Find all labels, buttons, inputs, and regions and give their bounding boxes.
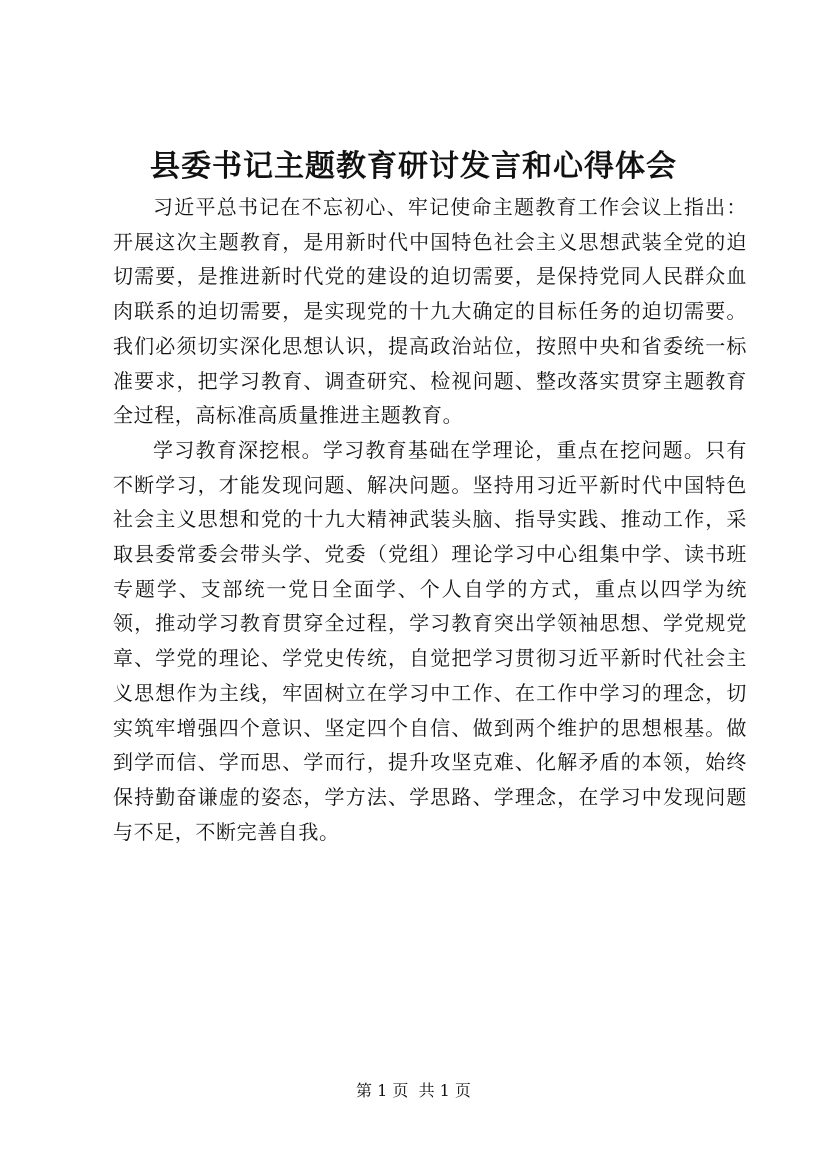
document-body — [113, 190, 747, 849]
paragraph-intro: 习近平总书记在不忘初心、牢记使命主题教育工作会议上指出：开展这次主题教育，是用新时代中国特色社会主义思想武装全党的迫切需要，是推进新时代党的建设的迫切需要，是保持党同人民群众血肉联系的迫切需要，是实现党的十九大确定的目标任务的迫切需要。我们必须切实深化思想认识，提高政治站位，按照中央和省委统一标准要求，把学习教育、调查研究、检视问题、整改落实贯穿主题教育全过程，高标准高质量推进主题教育。 — [113, 195, 747, 428]
page-number: 第 1 页 共 1 页 — [356, 1081, 471, 1100]
paragraph-study-education: 学习教育深挖根。学习教育基础在学理论，重点在挖问题。只有不断学习，才能发现问题、解决问题。坚持用习近平新时代中国特色社会主义思想和党的十九大精神武装头脑、指导实践、推动工作，采取县委常委会带头学、党委（党组）理论学习中心组集中学、读书班专题学、支部统一党日全面学、个人自学的方式，重点以四学为统领，推动学习教育贯穿全过程，学习教育突出学领袖思想、学党规党章、学党的理论、学党史传统，自觉把学习贯彻习近平新时代社会主义思想作为主线，牢固树立在学习中工作、在工作中学习的理念，切实筑牢增强四个意识、坚定四个自信、做到两个维护的思想根基。做到学而信、学而思、学而行，提升攻坚克难、化解矛盾的本领，始终保持勤奋谦虚的姿态，学方法、学思路、学理念，在学习中发现问题与不足，不断完善自我。 — [113, 437, 747, 844]
page-footer — [0, 1080, 827, 1102]
document-title: 县委书记主题教育研讨发言和心得体会 — [150, 149, 677, 184]
